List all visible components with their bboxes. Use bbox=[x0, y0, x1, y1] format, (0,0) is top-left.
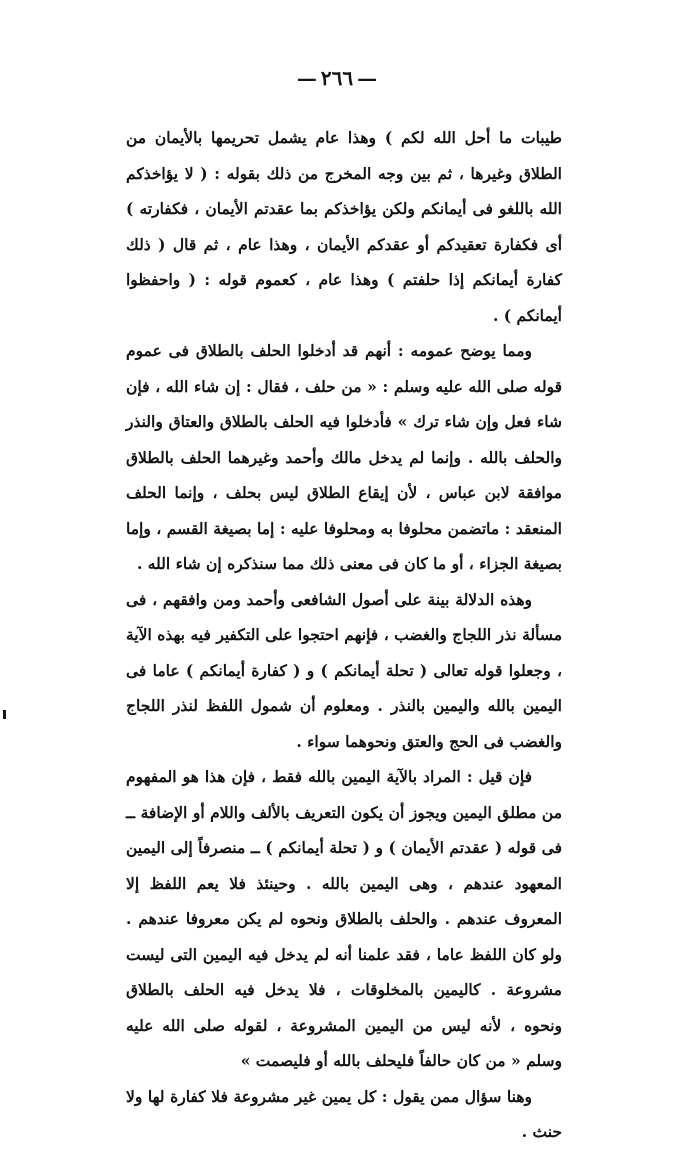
page-number-value: ٢٦٦ bbox=[320, 66, 354, 90]
page-number bbox=[0, 66, 674, 90]
paragraph-3: وهذه الدلالة بينة على أصول الشافعى وأحمد ومن وافقهم ، فى مسألة نذر اللجاج والغضب ، فإنهم احتجوا على التكفير فيه بهذه الآية ، وجعلوا قوله تعالى ( تحلة أيمانكم ) و ( كفارة أيمانكم ) عاما فى اليمين بالله واليمين بالنذر . ومعلوم أن شمول اللفظ لنذر اللجاج والغضب فى الحج والعتق ونحوهما سواء . bbox=[126, 589, 562, 751]
paragraph-1: طيبات ما أحل الله لكم ) وهذا عام يشمل تحريمها بالأيمان من الطلاق وغيرها ، ثم بين وجه المخرج من ذلك بقوله : ( لا يؤاخذكم الله باللغو فى أيمانكم ولكن يؤاخذكم بما عقدتم الأيمان ، فكفارته ) أى فكفارة تعقيدكم أو عقدكم الأيمان ، وهذا عام ، ثم قال ( ذلك كفارة أيمانكم إذا حلفتم ) وهذا عام ، كعموم قوله : ( واحفظوا أيمانكم ) . bbox=[126, 128, 562, 325]
paragraph-2: ومما يوضح عمومه : أنهم قد أدخلوا الحلف بالطلاق فى عموم قوله صلى الله عليه وسلم : « من حلف ، فقال : إن شاء الله ، فإن شاء فعل وإن شاء ترك » فأدخلوا فيه الحلف بالطلاق والعتاق والنذر والحلف بالله . وإنما لم يدخل مالك وأحمد وغيرهما الحلف بالطلاق موافقة لابن عباس ، لأن إيقاع الطلاق ليس بحلف ، وإنما الحلف المنعقد : ماتضمن محلوفا به ومحلوفا عليه : إما بصيغة القسم ، وإما بصيغة الجزاء ، أو ما كان فى معنى ذلك مما سنذكره إن شاء الله . bbox=[126, 341, 562, 573]
body-text bbox=[126, 120, 562, 1150]
paragraph-5: وهنا سؤال ممن يقول : كل يمين غير مشروعة فلا كفارة لها ولا حنث . bbox=[126, 1086, 562, 1141]
page-number-dash-right: — bbox=[357, 66, 378, 90]
margin-mark bbox=[3, 710, 6, 719]
page-number-dash-left: — bbox=[296, 66, 317, 90]
paragraph-4: فإن قيل : المراد بالآية اليمين بالله فقط ، فإن هذا هو المفهوم من مطلق اليمين ويجوز أن يكون التعريف بالألف واللام أو الإضافة ــ فى قوله ( عقدتم الأيمان ) و ( تحلة أيمانكم ) ــ منصرفاً إلى اليمين المعهود عندهم ، وهى اليمين بالله . وحينئذ فلا يعم اللفظ إلا المعروف عندهم . والحلف بالطلاق ونحوه لم يكن معروفا عندهم . ولو كان اللفظ عاما ، فقد علمنا أنه لم يدخل فيه اليمين التى ليست مشروعة . كاليمين بالمخلوقات ، فلا يدخل فيه الحلف بالطلاق ونحوه ، لأنه ليس من اليمين المشروعة ، لقوله صلى الله عليه وسلم « من كان حالفاً فليحلف بالله أو فليصمت » bbox=[126, 767, 562, 1070]
